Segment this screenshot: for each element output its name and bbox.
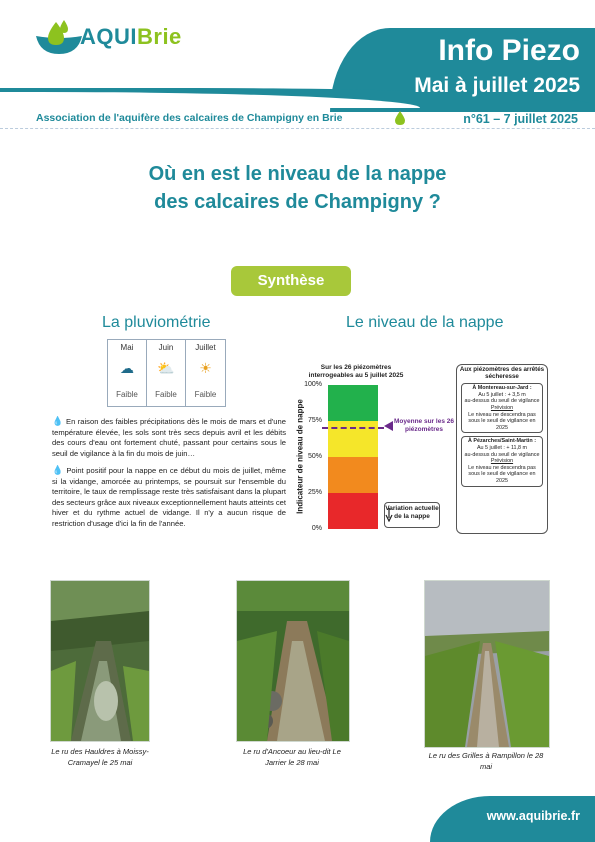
photo-hauldres: [50, 580, 150, 742]
photo-ancoeur: [236, 580, 350, 742]
paragraph-1: 💧 En raison des faibles précipitations dès le mois de mars et d'une température élevée, les sols sont très secs depuis avril et les débits des cours d'eau ont fortement chuté, passant pour certains sous le seuil de vigilance à la fin du mois de juin…: [52, 416, 286, 458]
period-subtitle: Mai à juillet 2025: [414, 74, 580, 97]
gauge-tick-label: 50%: [307, 453, 322, 460]
nappe-heading: Le niveau de la nappe: [346, 314, 504, 331]
site-note: au-dessus du seuil de vigilance: [464, 451, 540, 458]
main-question: [0, 160, 595, 216]
forecast-label: Prévision: [490, 458, 514, 465]
mean-arrow-icon: [384, 421, 393, 431]
variation-box: Variation actuelle de la nappe: [384, 502, 440, 528]
drop-icon: [394, 110, 406, 126]
gauge-tick-label: 100%: [304, 381, 322, 388]
site-name: À Montereau-sur-Jard :: [472, 385, 532, 392]
drop-bullet-icon: 💧: [52, 465, 64, 475]
question-line-2: des calcaires de Champigny ?: [154, 191, 441, 213]
site-box-1: [461, 383, 543, 433]
website-link[interactable]: www.aquibrie.fr: [486, 809, 580, 823]
gauge-tick-label: 75%: [307, 417, 322, 424]
site-value: Au 5 juillet : + 11,8 m: [476, 444, 528, 451]
logo-text: AQUIBrie: [80, 24, 182, 49]
weather-table: [107, 339, 226, 407]
gauge-segment: [328, 385, 378, 421]
rain-cloud-icon: ☁: [120, 360, 134, 376]
sun-icon: ☀: [199, 360, 212, 376]
weather-col-june: [147, 340, 186, 406]
photo-caption: Le ru des Grilles à Rampillon le 28 mai: [428, 751, 544, 771]
photo-caption: Le ru d'Ancoeur au lieu-dit Le Jarrier le 28 mai: [243, 747, 341, 767]
gauge-bar: [328, 385, 378, 529]
photo-grilles: [424, 580, 550, 748]
gauge-tick-label: 0%: [311, 525, 322, 532]
weather-col-july: [186, 340, 225, 406]
month-label: Mai: [120, 343, 134, 352]
association-name: Association de l'aquifère des calcaires de Champigny en Brie: [36, 112, 343, 124]
sun-cloud-icon: ⛅: [157, 360, 175, 376]
logo-drop-icon: [34, 18, 84, 58]
forecast-label: Prévision: [490, 404, 514, 411]
question-line-1: Où en est le niveau de la nappe: [148, 163, 447, 185]
site-note: au-dessus du seuil de vigilance: [464, 398, 540, 405]
mean-line: [322, 427, 384, 429]
gauge-y-label: Indicateur de niveau de nappe: [295, 399, 305, 514]
month-state: Faible: [194, 390, 217, 399]
drought-panel: [456, 364, 548, 534]
paragraph-2: 💧 Point positif pour la nappe en ce début du mois de juillet, même si la vidange, amorcée au printemps, se poursuit sur l'ensemble du territoire, le taux de remplissage reste très satisfaisant dans la plupart des secteurs grâce aux niveaux exceptionnellement hauts atteints cet hiver et du rythme actuel de vidange. Il n'y a aucun risque de restriction d'usage d'ici la fin de l'année.: [52, 465, 286, 528]
drop-bullet-icon: 💧: [52, 416, 64, 426]
weather-col-may: [108, 340, 147, 406]
gauge-segment: [328, 493, 378, 529]
site-forecast: Le niveau ne descendra pas sous le seuil de vigilance en 2025: [468, 464, 536, 484]
mean-label: Moyenne sur les 26 piézomètres: [394, 418, 454, 433]
photo-caption: Le ru des Hauldres à Moissy-Cramayel le 25 mai: [51, 747, 149, 767]
synthese-badge: Synthèse: [231, 266, 351, 296]
drought-panel-title: Aux piézomètres des arrêtés sécheresse: [459, 366, 545, 380]
page-title: Info Piezo: [438, 34, 580, 67]
gauge-caption: Sur les 26 piézomètres interrogeables au 5 juillet 2025: [308, 364, 404, 379]
pluviometrie-heading: La pluviométrie: [102, 314, 211, 331]
site-value: Au 5 juillet : + 3,5 m: [478, 391, 526, 398]
gauge-segment: [328, 457, 378, 493]
month-label: Juillet: [195, 343, 216, 352]
month-state: Faible: [155, 390, 177, 399]
month-state: Faible: [116, 390, 138, 399]
site-forecast: Le niveau ne descendra pas sous le seuil de vigilance en 2025: [468, 411, 536, 431]
month-label: Juin: [158, 343, 174, 352]
gauge-tick-label: 25%: [307, 489, 322, 496]
site-box-2: [461, 436, 543, 486]
site-name: À Pézarches/Saint-Martin :: [468, 438, 536, 445]
issue-number: n°61 – 7 juillet 2025: [463, 112, 578, 126]
divider: [0, 128, 595, 129]
